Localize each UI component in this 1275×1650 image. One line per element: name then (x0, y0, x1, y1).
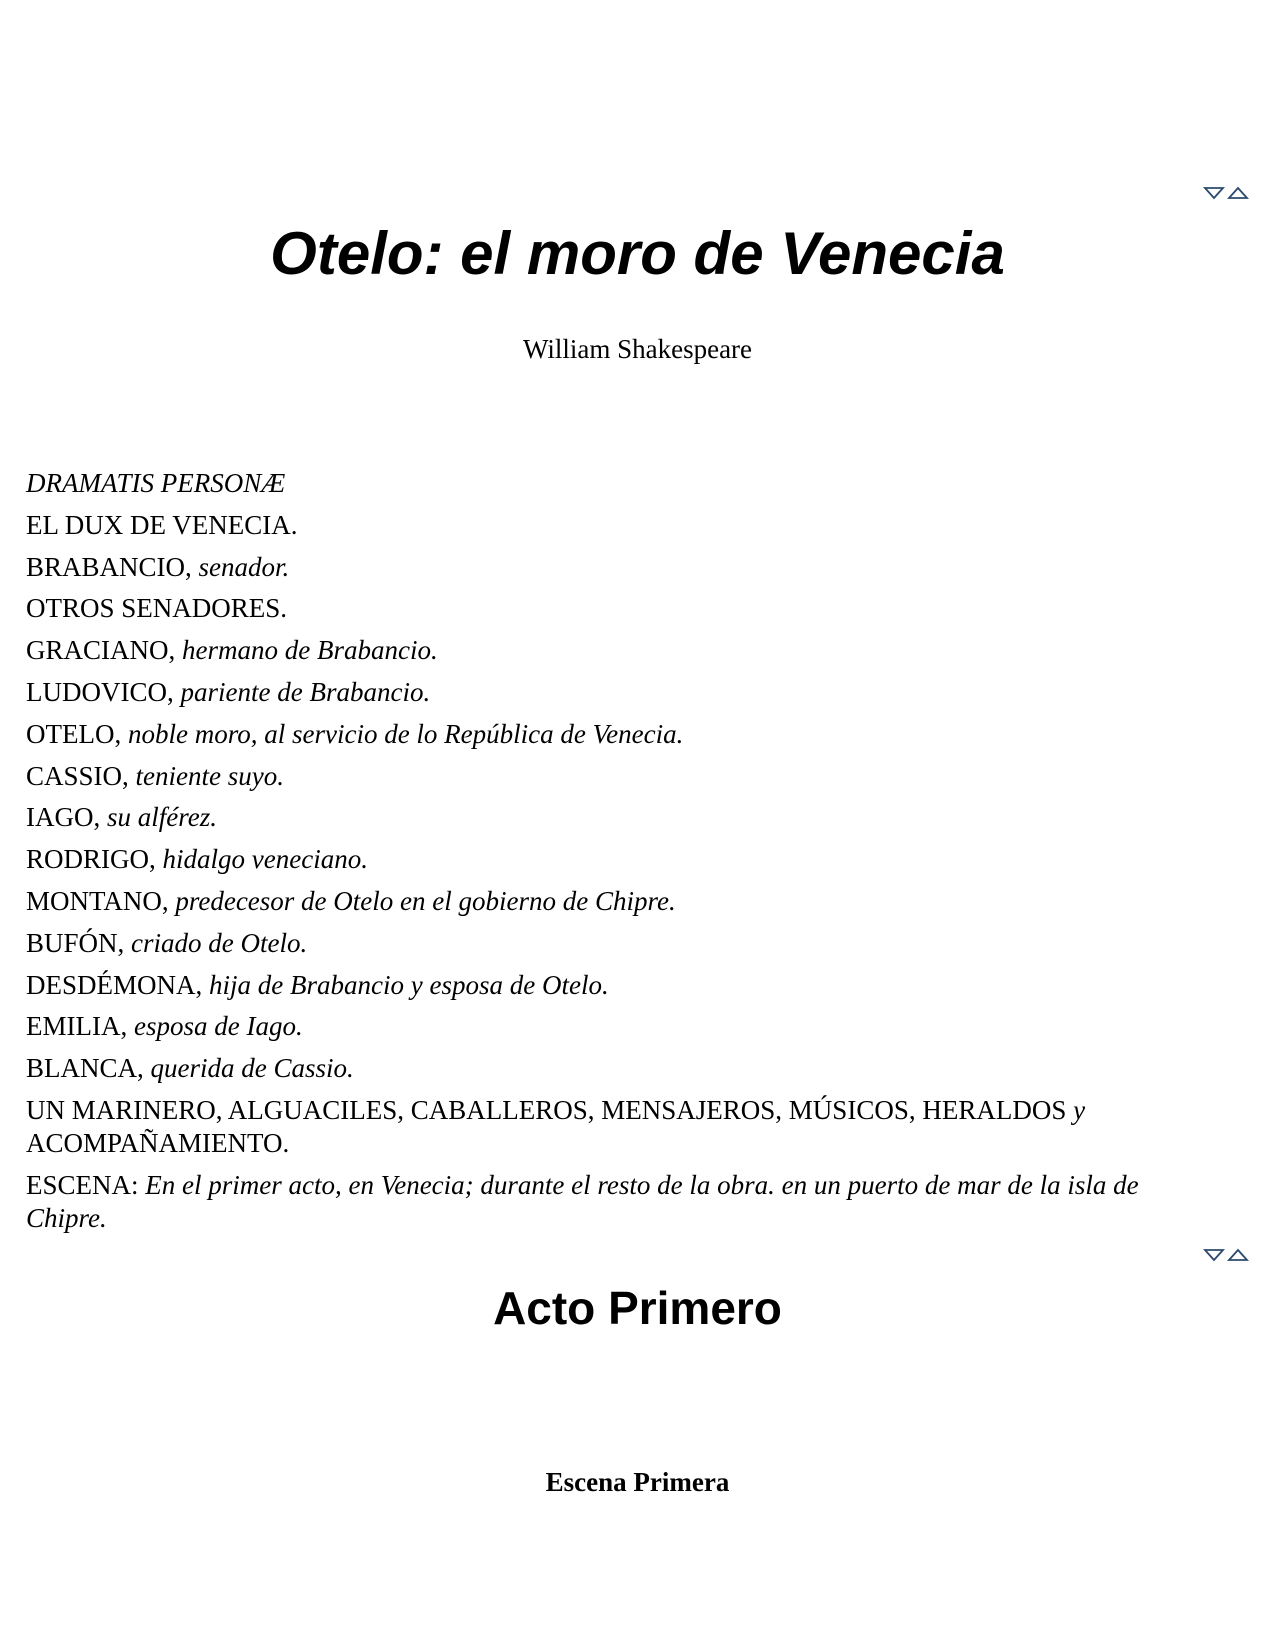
triangle-down-icon[interactable] (1203, 186, 1225, 200)
character-description: pariente de Brabancio. (180, 676, 431, 707)
cast-item (26, 509, 1206, 542)
cast-item (26, 927, 1206, 960)
character-description: esposa de Iago. (133, 1011, 303, 1042)
triangle-down-icon[interactable] (1203, 1248, 1225, 1262)
character-name: DESDÉMONA, (26, 969, 210, 1000)
document-title: Otelo: el moro de Venecia (270, 220, 1005, 287)
scene-title: Escena Primera (545, 1467, 730, 1497)
character-name: RODRIGO, (26, 844, 163, 875)
cast-item (26, 592, 1206, 625)
character-name: LUDOVICO, (26, 676, 181, 707)
setting-label: ESCENA: (26, 1169, 146, 1200)
cast-item (26, 634, 1206, 667)
cast-extras (26, 1094, 1206, 1160)
character-name: BRABANCIO, (26, 551, 199, 582)
extras-part1: UN MARINERO, ALGUACILES, CABALLEROS, MENSAJEROS, MÚSICOS, HERALDOS (26, 1094, 1074, 1125)
cast-item (26, 969, 1206, 1002)
triangle-up-icon[interactable] (1227, 186, 1249, 200)
cast-item (26, 885, 1206, 918)
cast-item (26, 676, 1206, 709)
character-description: su alférez. (107, 802, 217, 833)
character-name: IAGO, (26, 802, 107, 833)
cast-item (26, 843, 1206, 876)
cast-heading: DRAMATIS PERSONÆ (26, 468, 286, 498)
cast-item (26, 1010, 1206, 1043)
character-name: MONTANO, (26, 885, 176, 916)
character-description: hidalgo veneciano. (162, 844, 368, 875)
section-nav-bottom (1203, 1248, 1249, 1262)
cast-item (26, 551, 1206, 584)
cast-item (26, 1052, 1206, 1085)
dramatis-personae (26, 467, 1206, 1244)
cast-item (26, 760, 1206, 793)
character-name: BUFÓN, (26, 927, 132, 958)
author-name: William Shakespeare (522, 334, 753, 364)
character-description: senador. (198, 551, 290, 582)
triangle-up-icon[interactable] (1227, 1248, 1249, 1262)
section-nav-top (1203, 186, 1249, 200)
character-description: hija de Brabancio y esposa de Otelo. (209, 969, 609, 1000)
character-description: teniente suyo. (135, 760, 284, 791)
character-name: EMILIA, (26, 1011, 134, 1042)
character-name: EL DUX DE VENECIA. (26, 509, 298, 540)
setting-text: En el primer acto, en Venecia; durante el resto de la obra. en un puerto de mar de la isla de Chipre. (26, 1169, 1139, 1233)
character-name: CASSIO, (26, 760, 136, 791)
character-description: hermano de Brabancio. (182, 635, 438, 666)
setting (26, 1169, 1206, 1235)
cast-item (26, 718, 1206, 751)
character-name: OTROS SENADORES. (26, 593, 288, 624)
character-description: noble moro, al servicio de lo República de Venecia. (127, 718, 684, 749)
extras-conjunction: y (1073, 1094, 1086, 1125)
cast-item (26, 801, 1206, 834)
character-name: GRACIANO, (26, 635, 183, 666)
character-name: OTELO, (26, 718, 128, 749)
character-description: querida de Cassio. (150, 1053, 354, 1084)
character-description: criado de Otelo. (131, 927, 308, 958)
act-title: Acto Primero (493, 1282, 782, 1334)
extras-part2: ACOMPAÑAMIENTO. (26, 1127, 290, 1158)
character-description: predecesor de Otelo en el gobierno de Chipre. (175, 885, 676, 916)
character-name: BLANCA, (26, 1053, 151, 1084)
